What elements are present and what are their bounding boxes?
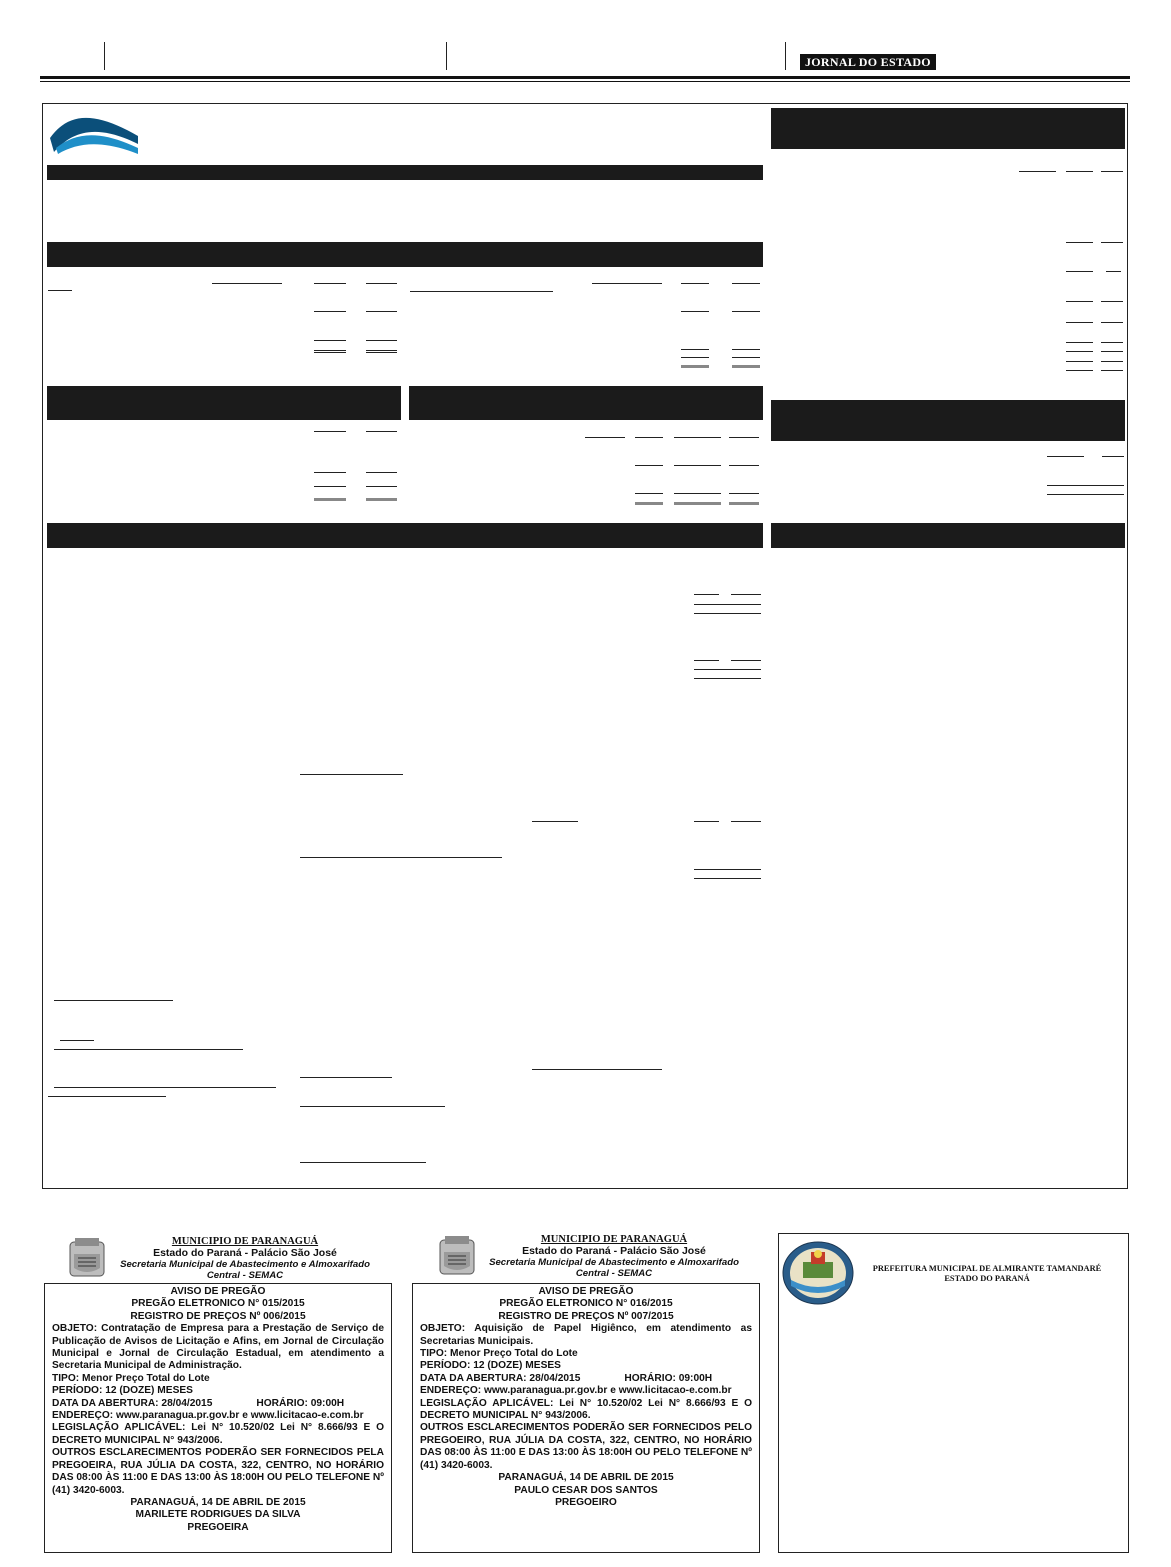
municipality-name: MUNICIPIO DE PARANAGUÁ xyxy=(540,1234,688,1245)
table-rule xyxy=(732,283,760,284)
section-header-bar xyxy=(771,400,1125,441)
notice-legislation: LEGISLAÇÃO APLICÁVEL: Lei N° 10.520/02 Lei N° 8.666/93 E O DECRETO MUNICIPAL N° 943/2006. xyxy=(420,1397,752,1422)
secretariat-line: Secretaria Municipal de Abastecimento e Almoxarifado Central - SEMAC xyxy=(489,1257,739,1279)
table-rule xyxy=(635,437,663,438)
header-rule xyxy=(40,81,1130,82)
table-rule xyxy=(694,613,761,614)
section-header-bar xyxy=(47,523,763,548)
table-rule xyxy=(366,486,397,487)
table-rule xyxy=(694,878,761,879)
table-rule xyxy=(731,821,761,822)
table-rule xyxy=(729,437,759,438)
table-rule xyxy=(1106,271,1121,272)
header-separator xyxy=(785,42,786,70)
table-total-rule xyxy=(314,498,346,501)
notice-time: HORÁRIO: 09:00H xyxy=(624,1372,713,1384)
notice-date-line xyxy=(52,1398,384,1410)
notice-signer-role: PREGOEIRO xyxy=(555,1496,617,1508)
table-rule xyxy=(1019,171,1056,172)
secretariat-line: Secretaria Municipal de Abastecimento e Almoxarifado Central - SEMAC xyxy=(120,1259,370,1281)
table-rule xyxy=(674,437,721,438)
table-rule xyxy=(366,283,397,284)
notice-time: HORÁRIO: 09:00H xyxy=(256,1397,345,1409)
table-rule xyxy=(300,1106,445,1107)
table-rule xyxy=(366,472,397,473)
prefeitura-name: PREFEITURA MUNICIPAL DE ALMIRANTE TAMANDARÉ xyxy=(872,1264,1102,1273)
notice-title: REGISTRO DE PREÇOS Nº 007/2015 xyxy=(498,1310,674,1322)
table-rule xyxy=(300,857,502,858)
notice-body xyxy=(44,1283,392,1553)
notice-header xyxy=(478,1234,750,1279)
table-rule xyxy=(694,604,761,605)
notice-title: REGISTRO DE PREÇOS Nº 006/2015 xyxy=(130,1310,306,1322)
table-rule xyxy=(48,1096,166,1097)
table-rule xyxy=(366,311,397,312)
notice-type: TIPO: Menor Preço Total do Lote xyxy=(52,1372,210,1384)
section-header-bar xyxy=(47,242,763,267)
table-rule xyxy=(732,311,760,312)
state-line: Estado do Paraná - Palácio São José xyxy=(153,1247,337,1259)
table-rule xyxy=(694,821,719,822)
table-rule xyxy=(1101,342,1123,343)
header-separator xyxy=(446,42,447,70)
table-rule xyxy=(681,283,709,284)
table-rule xyxy=(1101,351,1123,352)
notice-title: AVISO DE PREGÃO xyxy=(170,1286,266,1297)
table-total-rule xyxy=(635,502,663,505)
table-rule xyxy=(300,1077,392,1078)
notice-title: PREGÃO ELETRONICO N° 015/2015 xyxy=(131,1298,305,1310)
table-rule xyxy=(314,486,346,487)
table-rule xyxy=(1101,322,1123,323)
table-rule xyxy=(681,311,709,312)
table-rule xyxy=(1101,242,1123,243)
table-total-rule xyxy=(366,498,397,501)
table-rule xyxy=(681,357,709,358)
notice-object: OBJETO: Contratação de Empresa para a Prestação de Serviço de Publicação de Avisos de Licitação e Afins, em Jornal de Circulação Municipal e Jornal de Circulação Estadual, em atendimento a Secretaria Municipal de Administração. xyxy=(52,1323,384,1372)
table-rule xyxy=(731,594,761,595)
header-separator xyxy=(104,42,105,70)
table-rule xyxy=(635,493,663,494)
table-rule xyxy=(1047,494,1124,495)
municipality-name: MUNICIPIO DE PARANAGUÁ xyxy=(171,1236,319,1247)
table-rule xyxy=(300,774,403,775)
notice-place-date: PARANAGUÁ, 14 DE ABRIL DE 2015 xyxy=(130,1496,306,1508)
section-header-bar xyxy=(47,165,763,180)
table-total-rule xyxy=(729,502,759,505)
table-rule xyxy=(48,290,72,291)
section-header-bar xyxy=(771,523,1125,548)
table-rule xyxy=(694,660,719,661)
notice-signer-name: PAULO CESAR DOS SANTOS xyxy=(514,1484,658,1496)
table-rule xyxy=(314,431,346,432)
table-rule xyxy=(1066,361,1093,362)
notice-title: PREGÃO ELETRONICO N° 016/2015 xyxy=(499,1298,673,1310)
notice-opening-date: DATA DA ABERTURA: 28/04/2015 xyxy=(420,1372,581,1384)
table-rule xyxy=(314,472,346,473)
notice-type: TIPO: Menor Preço Total do Lote xyxy=(420,1348,578,1360)
table-rule xyxy=(366,431,397,432)
table-rule xyxy=(1101,301,1123,302)
notice-header xyxy=(110,1236,380,1281)
table-rule xyxy=(532,821,578,822)
table-rule xyxy=(54,1049,243,1050)
table-rule xyxy=(1101,370,1123,371)
table-rule xyxy=(681,349,709,350)
notice-address: ENDEREÇO: www.paranagua.pr.gov.br e www.licitacao-e.com.br xyxy=(420,1385,732,1397)
notice-period: PERÍODO: 12 (DOZE) MESES xyxy=(420,1360,561,1372)
table-rule xyxy=(1102,456,1124,457)
table-rule xyxy=(212,283,282,284)
header-rule xyxy=(40,76,1130,79)
table-rule xyxy=(1047,456,1084,457)
table-rule xyxy=(694,678,761,679)
notice-body xyxy=(412,1283,760,1553)
table-rule xyxy=(1101,361,1123,362)
table-total-rule xyxy=(314,350,346,353)
table-rule xyxy=(694,669,761,670)
table-rule xyxy=(314,311,346,312)
table-rule xyxy=(314,340,346,341)
company-wave-logo xyxy=(48,108,140,156)
table-rule xyxy=(1066,351,1093,352)
newspaper-masthead: JORNAL DO ESTADO xyxy=(800,54,936,70)
table-rule xyxy=(694,869,761,870)
table-rule xyxy=(731,660,761,661)
table-rule xyxy=(674,465,721,466)
notice-signer-role: PREGOEIRA xyxy=(187,1521,249,1533)
almirante-tamandare-heading xyxy=(858,1264,1116,1284)
table-rule xyxy=(366,340,397,341)
table-rule xyxy=(532,1069,662,1070)
notice-title: AVISO DE PREGÃO xyxy=(538,1286,634,1297)
notice-address: ENDEREÇO: www.paranagua.pr.gov.br e www.licitacao-e.com.br xyxy=(52,1410,364,1422)
table-rule xyxy=(592,283,662,284)
state-name: ESTADO DO PARANÁ xyxy=(944,1274,1030,1283)
table-rule xyxy=(1066,271,1093,272)
table-rule xyxy=(674,493,721,494)
table-rule xyxy=(729,493,759,494)
table-total-rule xyxy=(366,350,397,353)
notice-signer-name: MARILETE RODRIGUES DA SILVA xyxy=(135,1509,301,1521)
table-rule xyxy=(1101,171,1123,172)
almirante-tamandare-seal-icon xyxy=(781,1240,855,1306)
table-rule xyxy=(635,465,663,466)
table-rule xyxy=(1066,370,1093,371)
table-rule xyxy=(54,1000,173,1001)
notice-further-info: OUTROS ESCLARECIMENTOS PODERÃO SER FORNECIDOS PELA PREGOEIRA, RUA JÚLIA DA COSTA, 322, CENTRO, NO HORÁRIO DAS 08:00 ÀS 11:00 E DAS 13:00 ÀS 18:00H OU PELO TELEFONE Nº (41) 3420-6003. xyxy=(52,1447,384,1496)
table-rule xyxy=(314,283,346,284)
notice-period: PERÍODO: 12 (DOZE) MESES xyxy=(52,1385,193,1397)
notice-place-date: PARANAGUÁ, 14 DE ABRIL DE 2015 xyxy=(498,1472,674,1484)
table-rule xyxy=(54,1087,276,1088)
state-line: Estado do Paraná - Palácio São José xyxy=(522,1245,706,1257)
table-rule xyxy=(1066,301,1093,302)
table-rule xyxy=(585,437,625,438)
table-rule xyxy=(1066,171,1093,172)
table-rule xyxy=(300,1162,426,1163)
table-rule xyxy=(732,357,760,358)
section-header-bar xyxy=(47,386,401,420)
table-rule xyxy=(1066,242,1093,243)
notice-legislation: LEGISLAÇÃO APLICÁVEL: Lei N° 10.520/02 Lei N° 8.666/93 E O DECRETO MUNICIPAL N° 943/2006. xyxy=(52,1422,384,1446)
table-total-rule xyxy=(681,365,709,368)
table-total-rule xyxy=(674,502,721,505)
notice-object: OBJETO: Aquisição de Papel Higiênco, em atendimento as Secretarias Municipais. xyxy=(420,1323,752,1347)
table-rule xyxy=(1047,485,1124,486)
notice-date-line xyxy=(420,1373,752,1385)
section-header-bar xyxy=(409,386,763,420)
table-rule xyxy=(694,594,719,595)
paranagua-coat-of-arms-icon xyxy=(66,1236,108,1278)
table-rule xyxy=(410,291,553,292)
table-rule xyxy=(60,1040,94,1041)
table-total-rule xyxy=(732,365,760,368)
paranagua-coat-of-arms-icon xyxy=(436,1234,478,1276)
table-rule xyxy=(1066,342,1093,343)
table-rule xyxy=(732,349,760,350)
section-header-bar xyxy=(771,108,1125,149)
notice-opening-date: DATA DA ABERTURA: 28/04/2015 xyxy=(52,1397,213,1409)
table-rule xyxy=(1066,322,1093,323)
notice-further-info: OUTROS ESCLARECIMENTOS PODERÃO SER FORNECIDOS PELO PREGOEIRO, RUA JÚLIA DA COSTA, 322, CENTRO, NO HORÁRIO DAS 08:00 ÀS 11:00 E DAS 13:00 ÀS 18:00H OU PELO TELEFONE Nº (41) 3420-6003. xyxy=(420,1422,752,1471)
table-rule xyxy=(729,465,759,466)
